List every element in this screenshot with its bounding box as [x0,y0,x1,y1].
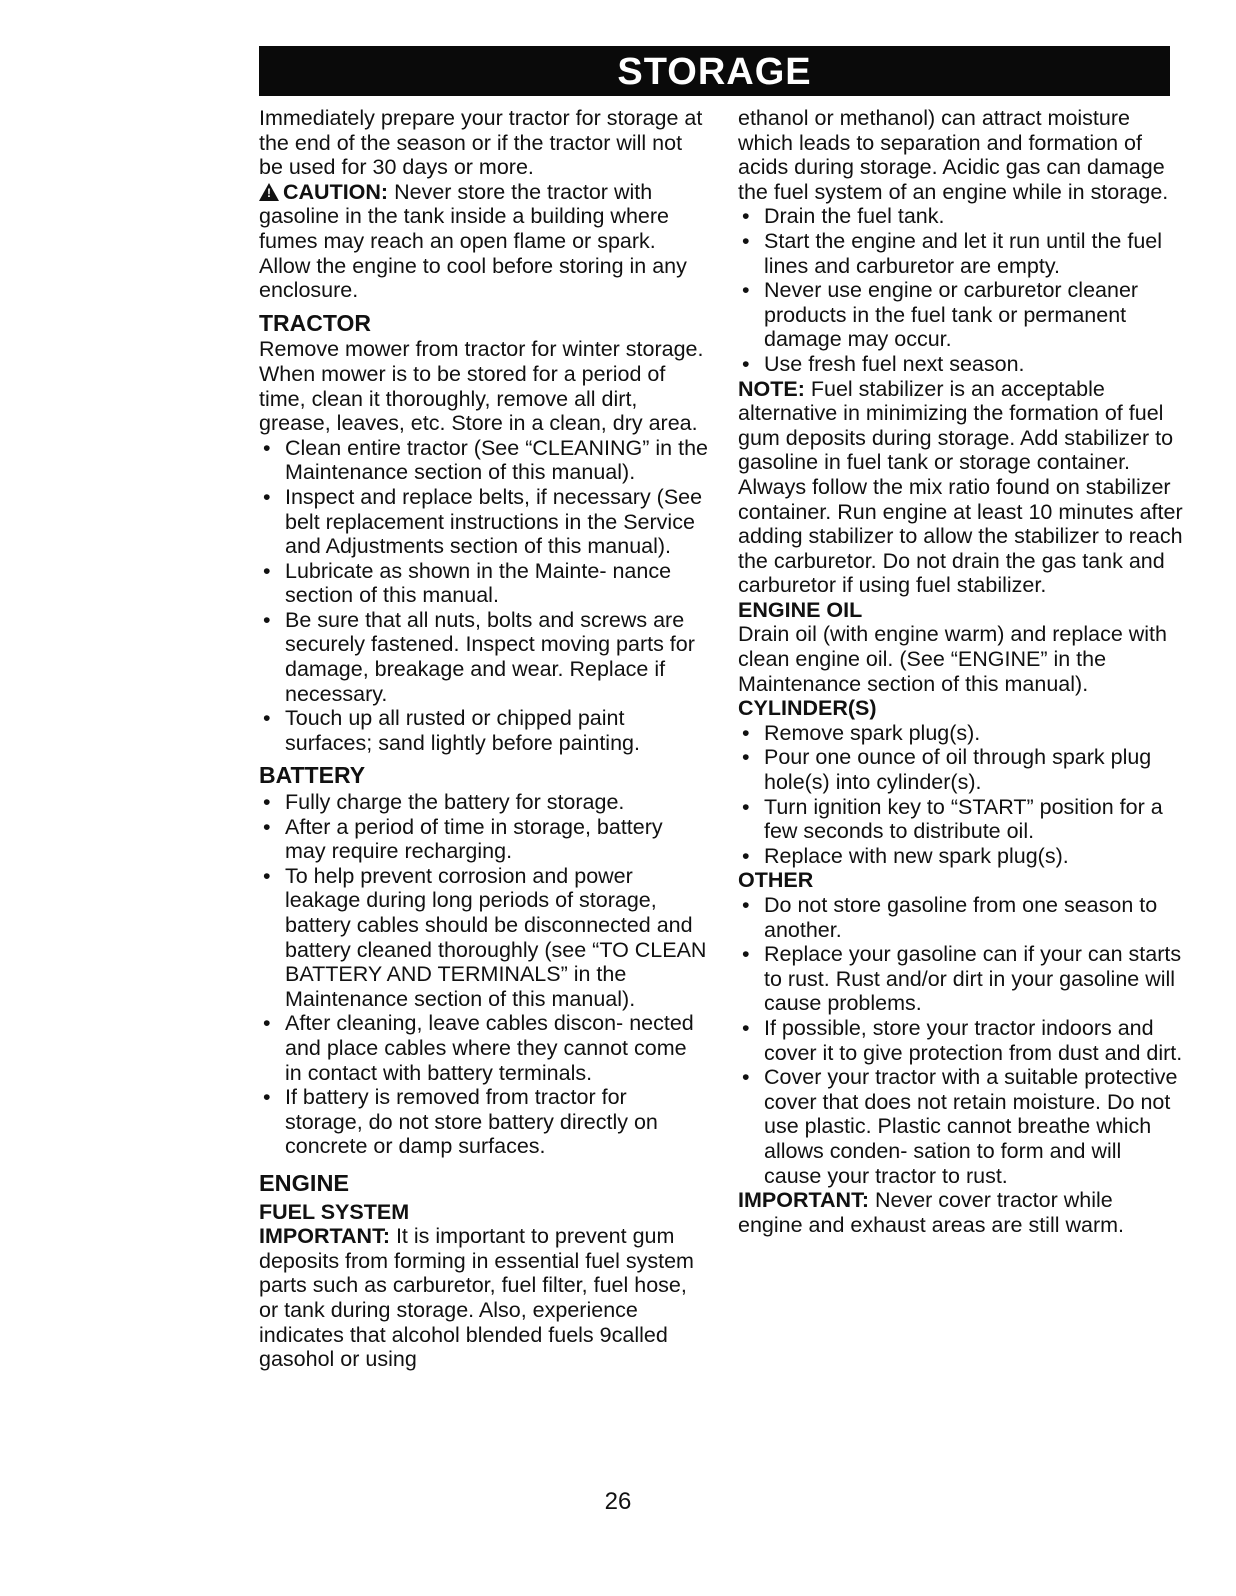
fuel-list [738,204,1183,376]
list-item: • Lubricate as shown in the Mainte- nance section of this manual. [259,559,709,608]
page-number: 26 [604,1488,632,1515]
list-item: • Fully charge the battery for storage. [259,790,709,815]
note-text: Fuel stabilizer is an acceptable alternative in minimizing the formation of fuel gum deposits during storage. Add stabilizer to gasoline in fuel tank or storage container. Always follow the mix ratio found on stabilizer container. Run engine at least 10 minutes after adding stabilizer to allow the stabilizer to reach the carburetor. Do not drain the gas tank and carburetor if using fuel stabilizer. [738,376,1183,598]
subheading-engine-oil: ENGINE OIL [738,597,863,622]
engine-oil-paragraph: Drain oil (with engine warm) and replace with clean engine oil. (See “ENGINE” in the Maintenance section of this manual). [738,622,1167,696]
list-item: • To help prevent corrosion and power leakage during long periods of storage, battery cables should be disconnected and battery cleaned thoroughly (see “TO CLEAN BATTERY AND TERMINALS” in the Maintenance section of this manual). [259,864,709,1012]
caution-text: Never store the tractor with gasoline in the tank inside a building where fumes may reach an open flame or spark. Allow the engine to cool before storing in any enclosure. [259,179,687,303]
cylinder-list [738,721,1183,869]
fuel-continued-paragraph: ethanol or methanol) can attract moisture which leads to separation and formation of acids during storage. Acidic gas can damage the fuel system of an engine while in storage. [738,106,1169,204]
list-item: • Touch up all rusted or chipped paint surfaces; sand lightly before painting. [259,706,709,755]
subheading-other: OTHER [738,868,814,893]
list-item: • Cover your tractor with a suitable protective cover that does not retain moisture. Do not use plastic. Plastic cannot breathe which allows conden- sation to form and will cause your tractor to rust. [738,1065,1183,1188]
list-item: • After cleaning, leave cables discon- nected and place cables where they cannot come in contact with battery terminals. [259,1011,709,1085]
left-column [259,106,709,1372]
important-paragraph [738,1188,1183,1237]
page-title-banner: STORAGE [259,46,1170,96]
intro-paragraph: Immediately prepare your tractor for storage at the end of the season or if the tractor will not be used for 30 days or more. [259,106,703,180]
tractor-list [259,436,709,756]
list-item: • Replace with new spark plug(s). [738,844,1183,869]
list-item: • If possible, store your tractor indoors and cover it to give protection from dust and dirt. [738,1016,1183,1065]
list-item: • Start the engine and let it run until the fuel lines and carburetor are empty. [738,229,1183,278]
battery-list [259,790,709,1159]
section-heading-tractor: TRACTOR [259,309,372,336]
list-item: • Be sure that all nuts, bolts and screws are securely fastened. Inspect moving parts for damage, breakage and wear. Replace if necessary. [259,608,709,706]
list-item: • Drain the fuel tank. [738,204,1183,229]
list-item: • Never use engine or carburetor cleaner products in the fuel tank or permanent damage may occur. [738,278,1183,352]
subheading-fuel-system: FUEL SYSTEM [259,1199,410,1224]
list-item: • Do not store gasoline from one season to another. [738,893,1183,942]
section-heading-battery: BATTERY [259,762,366,789]
right-column [738,106,1183,1237]
fuel-important-text: It is important to prevent gum deposits from forming in essential fuel system parts such as carburetor, fuel filter, fuel hose, or tank during storage. Also, experience indicates that alcohol blended fuels 9called gasohol or using [259,1224,694,1372]
caution-label: CAUTION: [283,179,389,204]
subheading-cylinders: CYLINDER(S) [738,696,877,721]
caution-paragraph [259,180,709,303]
fuel-important-label: IMPORTANT: [259,1224,390,1249]
list-item: • Clean entire tractor (See “CLEANING” in the Maintenance section of this manual). [259,436,709,485]
list-item: • Use fresh fuel next season. [738,352,1183,377]
list-item: • After a period of time in storage, battery may require recharging. [259,815,709,864]
list-item: • If battery is removed from tractor for storage, do not store battery directly on concrete or damp surfaces. [259,1085,709,1159]
note-paragraph [738,377,1183,598]
warning-icon [259,183,279,201]
tractor-paragraph: Remove mower from tractor for winter storage. When mower is to be stored for a period of time, clean it thoroughly, remove all dirt, grease, leaves, etc. Store in a clean, dry area. [259,337,704,436]
important-label: IMPORTANT: [738,1188,869,1213]
list-item: • Pour one ounce of oil through spark plug hole(s) into cylinder(s). [738,745,1183,794]
list-item: • Remove spark plug(s). [738,721,1183,746]
fuel-important-paragraph [259,1224,709,1372]
list-item: • Replace your gasoline can if your can starts to rust. Rust and/or dirt in your gasoline will cause problems. [738,942,1183,1016]
note-label: NOTE: [738,376,805,401]
list-item: • Turn ignition key to “START” position for a few seconds to distribute oil. [738,795,1183,844]
list-item: • Inspect and replace belts, if necessary (See belt replacement instructions in the Service and Adjustments section of this manual). [259,485,709,559]
important-text: Never cover tractor while engine and exhaust areas are still warm. [738,1188,1125,1237]
other-list [738,893,1183,1188]
section-heading-engine: ENGINE [259,1169,350,1196]
